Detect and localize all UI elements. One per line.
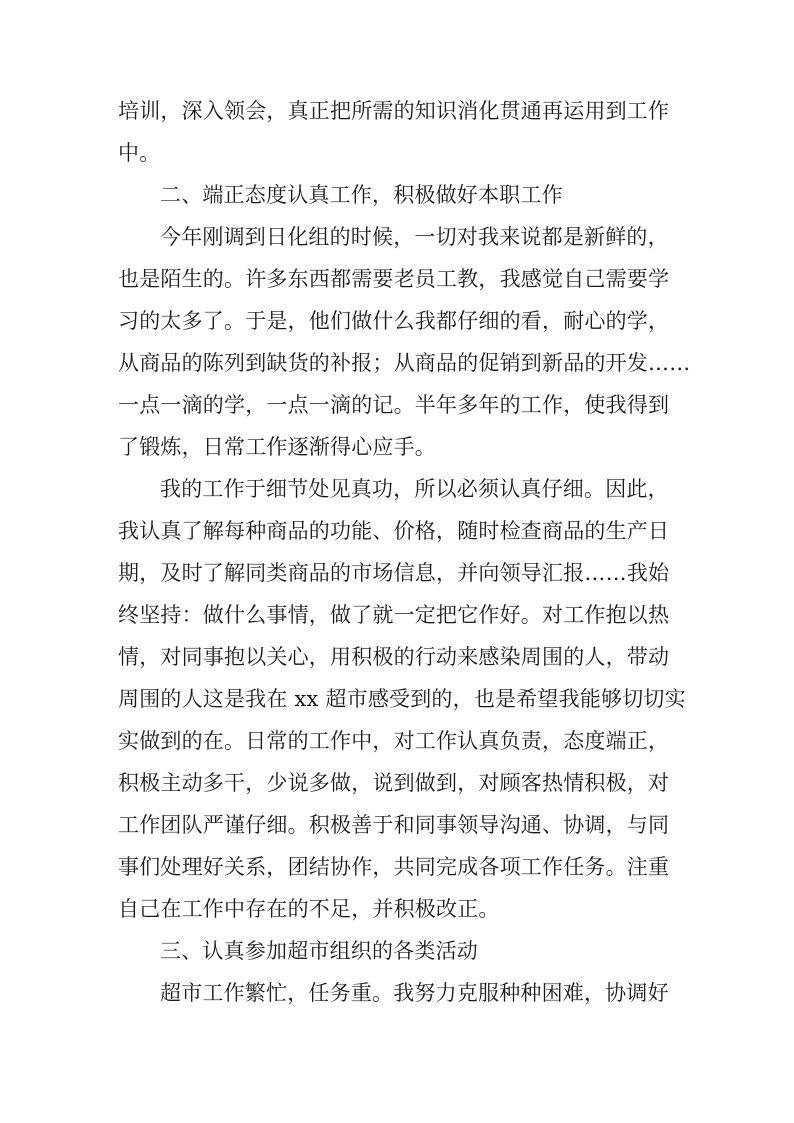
text-line-16: 实做到的在。日常的工作中，对工作认真负责，态度端正， [118, 729, 670, 753]
text-line-5: 也是陌生的。许多东西都需要老员工教，我感觉自己需要学 [118, 267, 670, 291]
text-line-4: 今年刚调到日化组的时候，一切对我来说都是新鲜的， [160, 225, 669, 249]
text-line-2: 中。 [118, 141, 161, 165]
text-line-7: 从商品的陈列到缺货的补报；从商品的促销到新品的开发…… [118, 351, 691, 375]
text-line-15: 周围的人这是我在 xx 超市感受到的，也是希望我能够切切实 [118, 687, 686, 711]
text-line-12: 期，及时了解同类商品的市场信息，并向领导汇报……我始 [118, 561, 670, 585]
text-line-14: 情，对同事抱以关心，用积极的行动来感染周围的人，带动 [118, 645, 670, 669]
text-line-10: 我的工作于细节处见真功，所以必须认真仔细。因此， [160, 477, 669, 501]
text-line-17: 积极主动多干，少说多做，说到做到，对顾客热情积极，对 [118, 771, 670, 795]
text-line-19: 事们处理好关系，团结协作，共同完成各项工作任务。注重 [118, 855, 670, 879]
text-line-13: 终坚持：做什么事情，做了就一定把它作好。对工作抱以热 [118, 603, 670, 627]
text-line-22: 超市工作繁忙，任务重。我努力克服种种困难，协调好 [160, 981, 669, 1005]
text-line-9: 了锻炼，日常工作逐渐得心应手。 [118, 435, 436, 459]
section-heading-3: 三、认真参加超市组织的各类活动 [160, 939, 478, 963]
text-line-1: 培训，深入领会，真正把所需的知识消化贯通再运用到工作 [118, 99, 670, 123]
text-line-20: 自己在工作中存在的不足，并积极改正。 [118, 897, 500, 921]
text-line-6: 习的太多了。于是，他们做什么我都仔细的看，耐心的学， [118, 309, 670, 333]
text-line-8: 一点一滴的学，一点一滴的记。半年多年的工作，使我得到 [118, 393, 670, 417]
text-line-11: 我认真了解每种商品的功能、价格，随时检查商品的生产日 [118, 519, 670, 543]
section-heading-2: 二、端正态度认真工作，积极做好本职工作 [160, 183, 563, 207]
text-line-18: 工作团队严谨仔细。积极善于和同事领导沟通、协调，与同 [118, 813, 670, 837]
